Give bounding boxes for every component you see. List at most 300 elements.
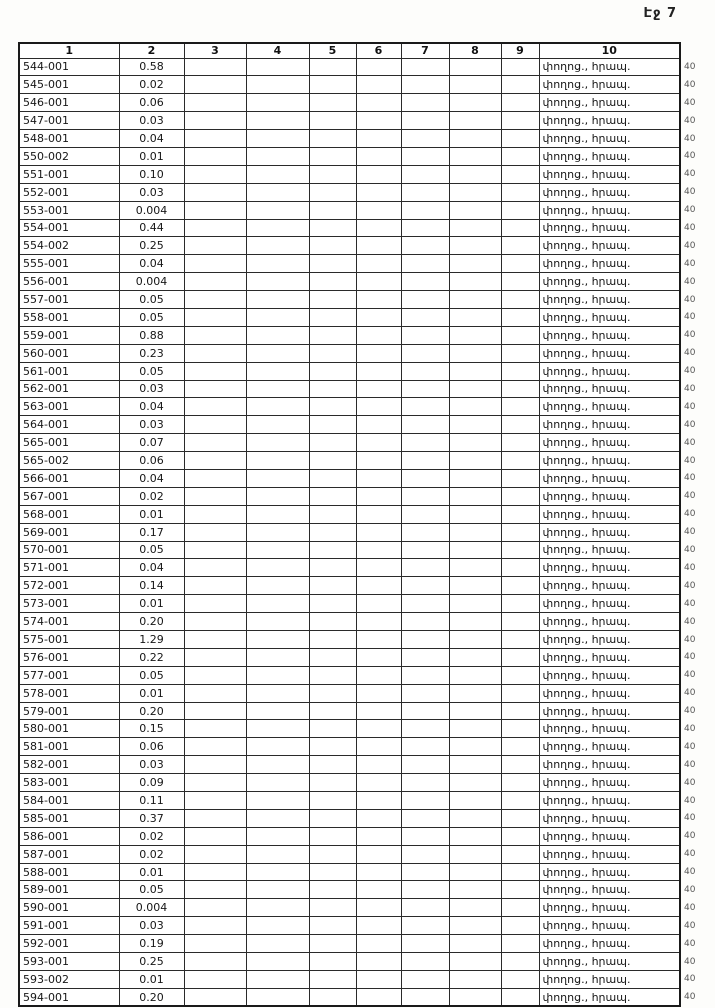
- table-row: [19, 380, 680, 398]
- cell-empty: [449, 684, 501, 702]
- cell-street: փողոց., հրապ.: [539, 183, 680, 201]
- cell-street: փողոց., հրապ.: [539, 165, 680, 183]
- cell-empty: [501, 505, 539, 523]
- cell-empty: [356, 469, 401, 487]
- cell-empty: [501, 183, 539, 201]
- table-row: [19, 792, 680, 810]
- table-row: [19, 255, 680, 273]
- cell-empty: [501, 881, 539, 899]
- cell-empty: [449, 523, 501, 541]
- cell-empty: [309, 970, 356, 988]
- cell-value: 1.29: [119, 631, 184, 649]
- cell-empty: [184, 881, 246, 899]
- margin-note: 40: [684, 419, 696, 430]
- cell-street: փողոց., հրապ.: [539, 595, 680, 613]
- cell-empty: [401, 58, 449, 76]
- cell-code: 572-001: [19, 577, 119, 595]
- cell-empty: [356, 237, 401, 255]
- cell-empty: [449, 792, 501, 810]
- table-row: [19, 416, 680, 434]
- cell-code: 586-001: [19, 827, 119, 845]
- cell-empty: [184, 273, 246, 291]
- cell-empty: [501, 899, 539, 917]
- cell-empty: [309, 237, 356, 255]
- margin-note: 40: [684, 312, 696, 323]
- cell-empty: [309, 648, 356, 666]
- cell-empty: [401, 917, 449, 935]
- cell-empty: [501, 112, 539, 130]
- cell-street: փողոց., հրապ.: [539, 326, 680, 344]
- cell-empty: [501, 666, 539, 684]
- cell-empty: [246, 237, 309, 255]
- cell-empty: [246, 469, 309, 487]
- column-header: 9: [501, 43, 539, 58]
- cell-code: 563-001: [19, 398, 119, 416]
- cell-empty: [449, 702, 501, 720]
- cell-empty: [246, 756, 309, 774]
- cell-empty: [401, 255, 449, 273]
- cell-empty: [309, 112, 356, 130]
- cell-value: 0.22: [119, 648, 184, 666]
- cell-empty: [184, 774, 246, 792]
- cell-empty: [356, 255, 401, 273]
- cell-value: 0.01: [119, 505, 184, 523]
- cell-empty: [246, 344, 309, 362]
- cell-empty: [184, 738, 246, 756]
- cell-empty: [501, 577, 539, 595]
- cell-empty: [356, 666, 401, 684]
- cell-value: 0.23: [119, 344, 184, 362]
- margin-note: 40: [684, 992, 696, 1003]
- cell-empty: [356, 881, 401, 899]
- cell-empty: [246, 362, 309, 380]
- cell-empty: [449, 631, 501, 649]
- cell-empty: [356, 935, 401, 953]
- cell-empty: [449, 595, 501, 613]
- cell-empty: [356, 434, 401, 452]
- cell-empty: [309, 291, 356, 309]
- cell-empty: [309, 863, 356, 881]
- cell-empty: [401, 577, 449, 595]
- cell-empty: [401, 326, 449, 344]
- cell-code: 594-001: [19, 988, 119, 1006]
- cell-empty: [401, 881, 449, 899]
- cell-empty: [501, 970, 539, 988]
- cell-street: փողոց., հրապ.: [539, 917, 680, 935]
- margin-note: 40: [684, 384, 696, 395]
- table-row: [19, 863, 680, 881]
- cell-street: փողոց., հրապ.: [539, 147, 680, 165]
- cell-empty: [246, 94, 309, 112]
- cell-code: 559-001: [19, 326, 119, 344]
- cell-code: 587-001: [19, 845, 119, 863]
- cell-code: 547-001: [19, 112, 119, 130]
- table-row: [19, 917, 680, 935]
- margin-note: 40: [684, 545, 696, 556]
- table-row: [19, 237, 680, 255]
- table-row: [19, 684, 680, 702]
- cell-code: 580-001: [19, 720, 119, 738]
- margin-note: 40: [684, 258, 696, 269]
- margin-note: 40: [684, 580, 696, 591]
- header-row: [19, 43, 680, 58]
- cell-code: 565-001: [19, 434, 119, 452]
- cell-value: 0.04: [119, 130, 184, 148]
- cell-value: 0.004: [119, 201, 184, 219]
- cell-code: 581-001: [19, 738, 119, 756]
- cell-code: 576-001: [19, 648, 119, 666]
- cell-street: փողոց., հրապ.: [539, 935, 680, 953]
- table-row: [19, 648, 680, 666]
- cell-empty: [449, 541, 501, 559]
- cell-empty: [401, 201, 449, 219]
- cell-empty: [184, 58, 246, 76]
- margin-note: 40: [684, 473, 696, 484]
- margin-notes: [684, 59, 712, 1007]
- margin-note: 40: [684, 956, 696, 967]
- cell-empty: [184, 863, 246, 881]
- table-row: [19, 398, 680, 416]
- cell-value: 0.04: [119, 255, 184, 273]
- cell-empty: [449, 147, 501, 165]
- cell-street: փողոց., հրապ.: [539, 684, 680, 702]
- margin-note: 40: [684, 938, 696, 949]
- table-row: [19, 523, 680, 541]
- margin-note: 40: [684, 723, 696, 734]
- cell-empty: [309, 505, 356, 523]
- cell-empty: [501, 255, 539, 273]
- margin-note: 40: [684, 348, 696, 359]
- cell-empty: [356, 702, 401, 720]
- cell-code: 578-001: [19, 684, 119, 702]
- cell-empty: [501, 237, 539, 255]
- cell-code: 560-001: [19, 344, 119, 362]
- cell-street: փողոց., հրապ.: [539, 130, 680, 148]
- table-row: [19, 308, 680, 326]
- cell-empty: [309, 738, 356, 756]
- table-row: [19, 541, 680, 559]
- cell-empty: [309, 684, 356, 702]
- cell-empty: [246, 308, 309, 326]
- cell-street: փողոց., հրապ.: [539, 291, 680, 309]
- cell-empty: [401, 94, 449, 112]
- cell-empty: [184, 792, 246, 810]
- cell-value: 0.04: [119, 469, 184, 487]
- column-header: 3: [184, 43, 246, 58]
- cell-empty: [449, 935, 501, 953]
- cell-empty: [356, 523, 401, 541]
- margin-note: 40: [684, 527, 696, 538]
- cell-empty: [501, 416, 539, 434]
- cell-empty: [246, 881, 309, 899]
- cell-value: 0.03: [119, 917, 184, 935]
- cell-empty: [449, 953, 501, 971]
- margin-note: 40: [684, 849, 696, 860]
- cell-empty: [401, 863, 449, 881]
- cell-empty: [184, 756, 246, 774]
- table-row: [19, 487, 680, 505]
- cell-empty: [401, 183, 449, 201]
- cell-empty: [401, 237, 449, 255]
- column-header: 4: [246, 43, 309, 58]
- cell-empty: [401, 631, 449, 649]
- cell-empty: [246, 720, 309, 738]
- cell-empty: [401, 344, 449, 362]
- cell-value: 0.07: [119, 434, 184, 452]
- cell-street: փողոց., հրապ.: [539, 899, 680, 917]
- cell-empty: [449, 487, 501, 505]
- cell-empty: [356, 130, 401, 148]
- cell-empty: [246, 183, 309, 201]
- cell-empty: [246, 291, 309, 309]
- cell-empty: [401, 613, 449, 631]
- cell-empty: [356, 738, 401, 756]
- cell-value: 0.25: [119, 237, 184, 255]
- cell-empty: [309, 308, 356, 326]
- cell-code: 562-001: [19, 380, 119, 398]
- cell-code: 591-001: [19, 917, 119, 935]
- table-row: [19, 827, 680, 845]
- cell-empty: [401, 469, 449, 487]
- cell-street: փողոց., հրապ.: [539, 845, 680, 863]
- cell-empty: [356, 362, 401, 380]
- cell-empty: [356, 219, 401, 237]
- cell-empty: [184, 452, 246, 470]
- margin-note: 40: [684, 777, 696, 788]
- cell-empty: [309, 130, 356, 148]
- margin-note: 40: [684, 187, 696, 198]
- cell-empty: [449, 291, 501, 309]
- cell-street: փողոց., հրապ.: [539, 452, 680, 470]
- table-row: [19, 881, 680, 899]
- cell-empty: [401, 935, 449, 953]
- cell-empty: [401, 756, 449, 774]
- cell-value: 0.05: [119, 308, 184, 326]
- cell-empty: [501, 219, 539, 237]
- cell-empty: [184, 112, 246, 130]
- cell-value: 0.02: [119, 76, 184, 94]
- cell-empty: [246, 130, 309, 148]
- cell-value: 0.06: [119, 738, 184, 756]
- cell-empty: [184, 631, 246, 649]
- cell-empty: [356, 613, 401, 631]
- cell-empty: [501, 58, 539, 76]
- cell-empty: [246, 541, 309, 559]
- cell-empty: [184, 94, 246, 112]
- table-row: [19, 595, 680, 613]
- cell-empty: [501, 94, 539, 112]
- table-row: [19, 219, 680, 237]
- cell-value: 0.15: [119, 720, 184, 738]
- cell-empty: [356, 684, 401, 702]
- cell-empty: [246, 416, 309, 434]
- cell-code: 584-001: [19, 792, 119, 810]
- cell-empty: [501, 362, 539, 380]
- cell-empty: [309, 487, 356, 505]
- cell-empty: [184, 147, 246, 165]
- cell-empty: [401, 774, 449, 792]
- cell-value: 0.04: [119, 559, 184, 577]
- cell-value: 0.11: [119, 792, 184, 810]
- cell-empty: [356, 774, 401, 792]
- cell-empty: [246, 666, 309, 684]
- cell-empty: [401, 165, 449, 183]
- cell-street: փողոց., հրապ.: [539, 792, 680, 810]
- cell-empty: [401, 452, 449, 470]
- margin-note: 40: [684, 294, 696, 305]
- cell-code: 551-001: [19, 165, 119, 183]
- cell-empty: [184, 130, 246, 148]
- cell-empty: [184, 523, 246, 541]
- cell-empty: [309, 720, 356, 738]
- cell-code: 558-001: [19, 308, 119, 326]
- cell-empty: [184, 326, 246, 344]
- cell-empty: [449, 326, 501, 344]
- cell-empty: [401, 416, 449, 434]
- cell-street: փողոց., հրապ.: [539, 94, 680, 112]
- cell-code: 575-001: [19, 631, 119, 649]
- margin-note: 40: [684, 366, 696, 377]
- cell-code: 555-001: [19, 255, 119, 273]
- table-row: [19, 130, 680, 148]
- cell-value: 0.88: [119, 326, 184, 344]
- cell-street: փողոց., հրապ.: [539, 988, 680, 1006]
- cell-value: 0.05: [119, 541, 184, 559]
- cell-empty: [501, 988, 539, 1006]
- cell-empty: [356, 720, 401, 738]
- cell-empty: [449, 738, 501, 756]
- cell-code: 548-001: [19, 130, 119, 148]
- margin-note: 40: [684, 652, 696, 663]
- cell-empty: [501, 953, 539, 971]
- cell-empty: [356, 112, 401, 130]
- cell-empty: [309, 523, 356, 541]
- cell-empty: [401, 434, 449, 452]
- cell-empty: [401, 970, 449, 988]
- cell-empty: [309, 326, 356, 344]
- cell-empty: [449, 201, 501, 219]
- cell-code: 556-001: [19, 273, 119, 291]
- cell-empty: [449, 899, 501, 917]
- cell-empty: [356, 863, 401, 881]
- cell-empty: [184, 559, 246, 577]
- cell-empty: [449, 434, 501, 452]
- cell-empty: [449, 219, 501, 237]
- cell-value: 0.04: [119, 398, 184, 416]
- cell-value: 0.03: [119, 112, 184, 130]
- table-row: [19, 183, 680, 201]
- cell-empty: [501, 631, 539, 649]
- cell-empty: [449, 881, 501, 899]
- cell-empty: [184, 76, 246, 94]
- cell-empty: [184, 917, 246, 935]
- cell-empty: [246, 827, 309, 845]
- cell-empty: [401, 308, 449, 326]
- cell-value: 0.44: [119, 219, 184, 237]
- cell-value: 0.20: [119, 702, 184, 720]
- cell-empty: [184, 434, 246, 452]
- cell-code: 585-001: [19, 809, 119, 827]
- margin-note: 40: [684, 831, 696, 842]
- cell-code: 554-002: [19, 237, 119, 255]
- cell-empty: [356, 308, 401, 326]
- table-row: [19, 756, 680, 774]
- cell-empty: [401, 147, 449, 165]
- cell-empty: [246, 648, 309, 666]
- cell-empty: [356, 183, 401, 201]
- table-row: [19, 326, 680, 344]
- cell-street: փողոց., հրապ.: [539, 720, 680, 738]
- cell-empty: [184, 469, 246, 487]
- cell-empty: [309, 416, 356, 434]
- cell-empty: [309, 988, 356, 1006]
- cell-empty: [246, 577, 309, 595]
- margin-note: 40: [684, 902, 696, 913]
- cell-empty: [309, 756, 356, 774]
- cell-empty: [246, 523, 309, 541]
- cell-empty: [401, 809, 449, 827]
- cell-empty: [246, 613, 309, 631]
- cell-empty: [309, 595, 356, 613]
- cell-empty: [356, 147, 401, 165]
- cell-empty: [449, 112, 501, 130]
- cell-empty: [184, 613, 246, 631]
- cell-street: փողոց., հրապ.: [539, 398, 680, 416]
- margin-note: 40: [684, 491, 696, 502]
- cell-empty: [356, 487, 401, 505]
- cell-empty: [309, 666, 356, 684]
- cell-value: 0.14: [119, 577, 184, 595]
- cell-empty: [246, 702, 309, 720]
- cell-empty: [401, 648, 449, 666]
- table-row: [19, 165, 680, 183]
- cell-code: 568-001: [19, 505, 119, 523]
- cell-value: 0.06: [119, 94, 184, 112]
- cell-empty: [356, 648, 401, 666]
- cell-empty: [449, 416, 501, 434]
- cell-empty: [401, 541, 449, 559]
- cell-street: փողոց., հրապ.: [539, 881, 680, 899]
- cell-empty: [309, 434, 356, 452]
- cell-empty: [246, 988, 309, 1006]
- cell-empty: [246, 380, 309, 398]
- cell-empty: [246, 559, 309, 577]
- cell-empty: [184, 648, 246, 666]
- cell-empty: [501, 738, 539, 756]
- cell-empty: [246, 631, 309, 649]
- cell-empty: [401, 684, 449, 702]
- cell-empty: [309, 76, 356, 94]
- cell-code: 566-001: [19, 469, 119, 487]
- cell-empty: [246, 398, 309, 416]
- cell-empty: [449, 452, 501, 470]
- cell-empty: [309, 577, 356, 595]
- table-row: [19, 291, 680, 309]
- cell-empty: [501, 595, 539, 613]
- cell-empty: [356, 792, 401, 810]
- margin-note: 40: [684, 813, 696, 824]
- cell-empty: [501, 917, 539, 935]
- cell-street: փողոց., հրապ.: [539, 577, 680, 595]
- cell-value: 0.01: [119, 595, 184, 613]
- cell-empty: [184, 380, 246, 398]
- margin-note: 40: [684, 437, 696, 448]
- cell-value: 0.25: [119, 953, 184, 971]
- cell-empty: [401, 738, 449, 756]
- cell-street: փողոց., հրապ.: [539, 613, 680, 631]
- cell-empty: [501, 845, 539, 863]
- cell-empty: [449, 988, 501, 1006]
